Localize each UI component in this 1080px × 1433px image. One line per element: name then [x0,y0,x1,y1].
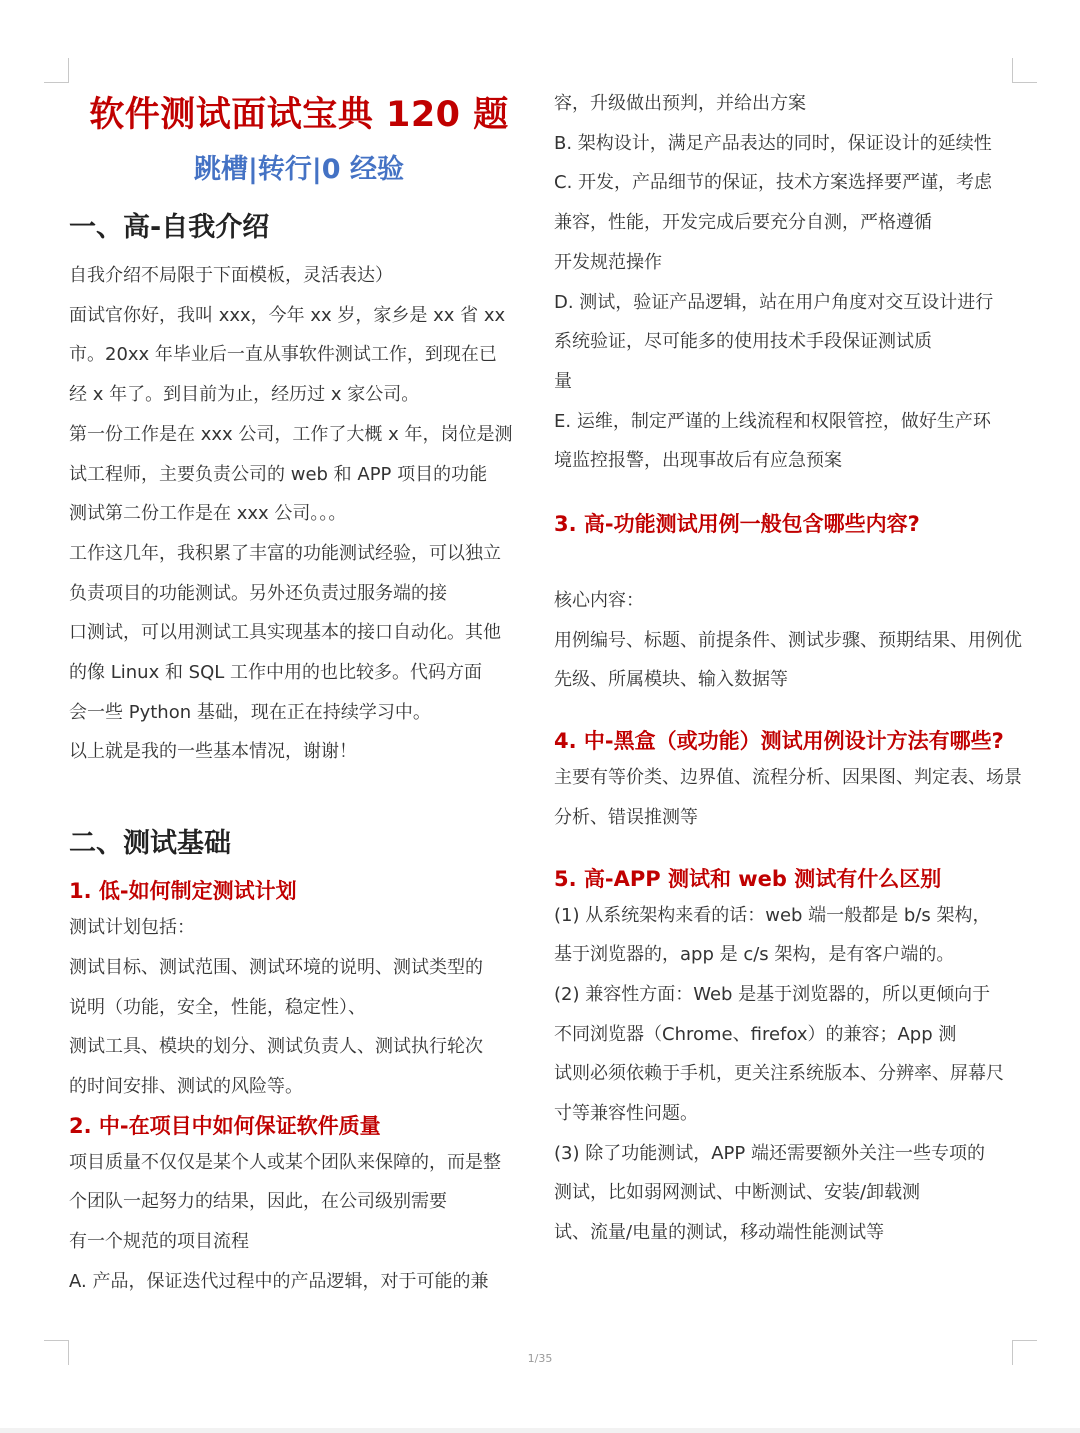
paragraph-line: C. 开发，产品细节的保证，技术方案选择要严谨，考虑 [554,172,993,194]
question-4-body [554,758,1024,837]
paragraph-line: 开发规范操作 [554,251,662,273]
document-title: 软件测试面试宝典 120 题 [89,95,509,135]
paragraph-line: (3) 除了功能测试，APP 端还需要额外关注一些专项的 [554,1142,985,1164]
paragraph-line: 先级、所属模块、输入数据等 [554,669,788,691]
page-number: 1/35 [527,1352,553,1365]
paragraph-line: 有一个规范的项目流程 [69,1231,249,1253]
paragraph-line: 项目质量不仅仅是某个人或某个团队来保障的，而是整 [69,1151,501,1173]
paragraph-line: 基于浏览器的，app 是 c/s 架构，是有客户端的。 [554,944,955,966]
paragraph-line: 寸等兼容性问题。 [554,1103,698,1125]
paragraph-line: 不同浏览器（Chrome、firefox）的兼容；App 测 [554,1023,957,1045]
paragraph-line: 市。20xx 年毕业后一直从事软件测试工作，到现在已 [69,344,497,366]
paragraph-line: 测试计划包括： [69,917,195,939]
question-2-body [69,1143,529,1302]
paragraph-line: 容，升级做出预判，并给出方案 [554,93,806,114]
paragraph-line: 试、流量/电量的测试，移动端性能测试等 [554,1222,885,1244]
page-bottom-divider [0,1428,1080,1433]
paragraph-line: 负责项目的功能测试。另外还负责过服务端的接 [69,582,447,604]
paragraph-line: 量 [554,370,572,392]
paragraph-line: 说明（功能，安全，性能，稳定性）、 [69,996,366,1018]
paragraph-line: 测试工具、模块的划分、测试负责人、测试执行轮次 [69,1036,483,1058]
paragraph-line: 个团队一起努力的结果，因此，在公司级别需要 [69,1191,447,1213]
paragraph-line: 工作这几年，我积累了丰富的功能测试经验，可以独立 [69,542,501,564]
section-heading-self-intro: 一、高-自我介绍 [69,212,270,243]
paragraph-line: 测试，比如弱网测试、中断测试、安装/卸载测 [554,1182,921,1204]
paragraph-line: B. 架构设计，满足产品表达的同时，保证设计的延续性 [554,132,992,154]
question-2-continued-body [554,84,1024,481]
question-3-body [554,581,1024,700]
paragraph-line: 分析、错误推测等 [554,806,698,828]
paragraph-line: 核心内容： [554,590,644,612]
paragraph-line: 第一份工作是在 xxx 公司，工作了大概 x 年，岗位是测 [69,423,513,445]
question-heading-5: 5. 高-APP 测试和 web 测试有什么区别 [554,866,942,891]
paragraph-line: 测试第二份工作是在 xxx 公司。。。 [69,503,347,525]
paragraph-line: D. 测试，验证产品逻辑，站在用户角度对交互设计进行 [554,291,994,313]
question-heading-1: 1. 低-如何制定测试计划 [69,879,297,904]
self-intro-body [69,256,529,772]
paragraph-line: 系统验证，尽可能多的使用技术手段保证测试质 [554,331,932,353]
corner-mark-top-right [1012,58,1037,83]
left-column [69,88,529,1301]
paragraph-line: 用例编号、标题、前提条件、测试步骤、预期结果、用例优 [554,629,1022,651]
paragraph-line: (2) 兼容性方面：Web 是基于浏览器的，所以更倾向于 [554,983,991,1005]
paragraph-line: 会一些 Python 基础，现在正在持续学习中。 [69,701,431,723]
paragraph-line: 主要有等价类、边界值、流程分析、因果图、判定表、场景 [554,767,1022,789]
paragraph-line: 口测试，可以用测试工具实现基本的接口自动化。其他 [69,622,501,644]
paragraph-line: 的像 Linux 和 SQL 工作中用的也比较多。代码方面 [69,662,483,684]
question-heading-4: 4. 中-黑盒（或功能）测试用例设计方法有哪些? [554,729,1004,754]
paragraph-line: 兼容，性能，开发完成后要充分自测，严格遵循 [554,212,932,234]
document-subtitle: 跳槽|转行|0 经验 [194,154,404,185]
paragraph-line: 面试官你好，我叫 xxx，今年 xx 岁，家乡是 xx 省 xx [69,304,506,326]
paragraph-line: 境监控报警，出现事故后有应急预案 [554,450,842,472]
question-1-body [69,908,529,1107]
paragraph-line: 的时间安排、测试的风险等。 [69,1075,303,1097]
corner-mark-top-left [44,58,69,83]
paragraph-line: 试则必须依赖于手机，更关注系统版本、分辨率、屏幕尺 [554,1063,1004,1085]
paragraph-line: E. 运维，制定严谨的上线流程和权限管控，做好生产环 [554,410,991,432]
paragraph-line: 测试目标、测试范围、测试环境的说明、测试类型的 [69,956,483,978]
question-5-body [554,896,1024,1253]
paragraph-line: 试工程师，主要负责公司的 web 和 APP 项目的功能 [69,463,488,485]
paragraph-line: 经 x 年了。到目前为止，经历过 x 家公司。 [69,384,420,406]
paragraph-line: 自我介绍不局限于下面模板，灵活表达） [69,265,393,286]
question-heading-3: 3. 高-功能测试用例一般包含哪些内容? [554,512,920,537]
section-heading-testing-basics: 二、测试基础 [69,828,231,860]
paragraph-line: A. 产品，保证迭代过程中的产品逻辑，对于可能的兼 [69,1270,489,1292]
right-column [554,84,1024,1253]
question-heading-2: 2. 中-在项目中如何保证软件质量 [69,1113,381,1138]
paragraph-line: 以上就是我的一些基本情况，谢谢！ [69,741,357,763]
paragraph-line: (1) 从系统架构来看的话：web 端一般都是 b/s 架构， [554,904,991,926]
